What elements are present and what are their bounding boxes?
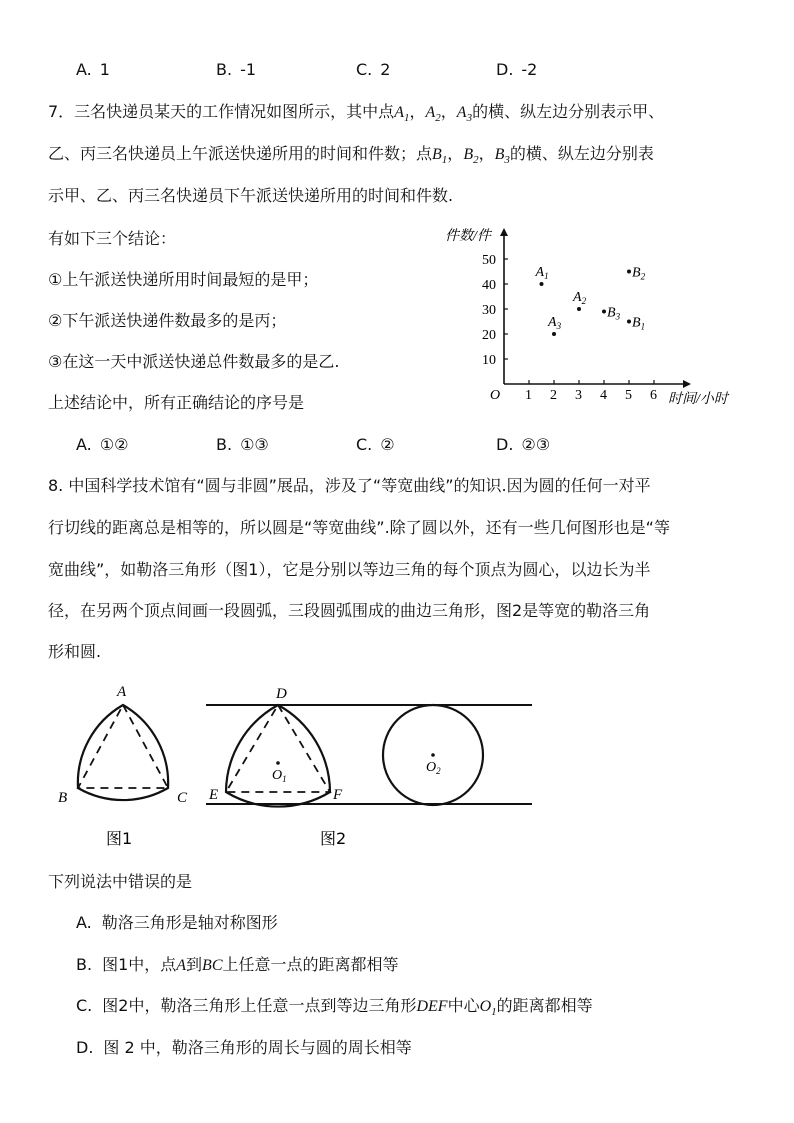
point-label: $B_1$ bbox=[632, 315, 646, 332]
figure-1-caption: 图1 bbox=[106, 829, 133, 848]
y-tick-label: 20 bbox=[482, 328, 496, 343]
q8-para-line4: 径，在另两个顶点间画一段圆弧，三段圆弧围成的曲边三角形，图2是等宽的勒洛三角 bbox=[48, 601, 651, 620]
q7-option-b: B. ①③ bbox=[216, 435, 269, 454]
q7-option-c: C. ② bbox=[356, 435, 395, 454]
reuleaux-triangle bbox=[78, 705, 168, 800]
center-o1-dot bbox=[276, 761, 280, 765]
x-tick-label: 6 bbox=[650, 388, 657, 403]
q8-option-a: A. 勒洛三角形是轴对称图形 bbox=[76, 913, 278, 932]
center-o2-dot bbox=[431, 753, 435, 757]
figure-2-caption: 图2 bbox=[320, 829, 347, 848]
q6-option-b: B. -1 bbox=[216, 60, 257, 79]
data-point bbox=[540, 282, 544, 286]
q8-option-d: D. 图 2 中，勒洛三角形的周长与圆的周长相等 bbox=[76, 1038, 412, 1057]
figure-2 bbox=[200, 680, 540, 850]
origin-label: O bbox=[490, 388, 501, 403]
label-o2: $O_2$ bbox=[426, 760, 441, 776]
chart-points bbox=[535, 265, 646, 336]
x-axis-arrow bbox=[683, 380, 691, 388]
y-axis-label: 件数/件 bbox=[445, 229, 491, 244]
q6-option-a: A. 1 bbox=[76, 60, 110, 79]
label-o1: $O_1$ bbox=[272, 768, 287, 784]
q7-conclusion-2: ②下午派送快递件数最多的是丙； bbox=[48, 311, 287, 330]
x-axis-label: 时间/小时 bbox=[668, 392, 728, 407]
chart-axes bbox=[500, 228, 691, 388]
x-tick-label: 4 bbox=[600, 388, 607, 403]
q8-para-line2: 行切线的距离总是相等的，所以圆是“等宽曲线”.除了圆以外，还有一些几何图形也是“等 bbox=[48, 518, 670, 537]
label-d: D bbox=[276, 686, 287, 702]
data-point bbox=[627, 270, 631, 274]
label-c: C bbox=[177, 790, 188, 806]
q7-option-a: A. ①② bbox=[76, 435, 129, 454]
point-label: $B_2$ bbox=[632, 265, 646, 282]
q8-para-line5: 形和圆. bbox=[48, 642, 102, 661]
q7-line2: 乙、丙三名快递员上午派送快递所用的时间和件数；点$B_1$，$B_2$，$B_3$的横、纵左边分别表 bbox=[48, 144, 654, 167]
data-point bbox=[577, 307, 581, 311]
q7-conclusion-3: ③在这一天中派送快递总件数最多的是乙. bbox=[48, 352, 340, 371]
q8-para-line3: 宽曲线”，如勒洛三角形（图1），它是分别以等边三角的每个顶点为圆心，以边长为半 bbox=[48, 560, 651, 579]
data-point bbox=[602, 310, 606, 314]
y-tick-label: 50 bbox=[482, 253, 496, 268]
figure-1 bbox=[48, 680, 208, 850]
x-tick-label: 3 bbox=[575, 388, 582, 403]
chart-ticks bbox=[482, 253, 657, 403]
q8-option-b: B. 图1中，点A到BC上任意一点的距离都相等 bbox=[76, 955, 399, 974]
q7-line3: 示甲、乙、丙三名快递员下午派送快递所用的时间和件数. bbox=[48, 186, 454, 205]
q7-intro: 有如下三个结论： bbox=[48, 229, 177, 248]
scatter-chart bbox=[435, 222, 775, 412]
x-tick-label: 5 bbox=[625, 388, 632, 403]
q6-option-c: C. 2 bbox=[356, 60, 391, 79]
y-axis-arrow bbox=[500, 228, 508, 236]
y-tick-label: 10 bbox=[482, 353, 496, 368]
q6-option-d: D. -2 bbox=[496, 60, 538, 79]
label-f: F bbox=[333, 787, 343, 803]
q8-para-line1: 8. 中国科学技术馆有“圆与非圆”展品，涉及了“等宽曲线”的知识.因为圆的任何一对平 bbox=[48, 476, 651, 495]
q7-option-d: D. ②③ bbox=[496, 435, 551, 454]
point-label: $B_3$ bbox=[607, 305, 621, 322]
equilateral-triangle-dashed bbox=[78, 705, 168, 788]
y-tick-label: 30 bbox=[482, 303, 496, 318]
x-tick-label: 1 bbox=[525, 388, 532, 403]
data-point bbox=[627, 320, 631, 324]
point-label: $A_3$ bbox=[548, 315, 562, 331]
q7-line1: 7．三名快递员某天的工作情况如图所示，其中点$A_1$，$A_2$，$A_3$的横、纵左边分别表示甲、 bbox=[48, 102, 665, 125]
label-a: A bbox=[117, 684, 127, 700]
data-point bbox=[552, 332, 556, 336]
y-tick-label: 40 bbox=[482, 278, 496, 293]
point-label: $A_2$ bbox=[573, 290, 587, 306]
q8-option-c: C. 图2中，勒洛三角形上任意一点到等边三角形DEF中心$O_1$的距离都相等 bbox=[76, 996, 593, 1019]
label-e: E bbox=[209, 787, 219, 803]
x-tick-label: 2 bbox=[550, 388, 557, 403]
q7-question: 上述结论中，所有正确结论的序号是 bbox=[48, 393, 305, 412]
point-label: $A_1$ bbox=[535, 265, 549, 281]
label-b: B bbox=[58, 790, 68, 806]
q7-conclusion-1: ①上午派送快递所用时间最短的是甲； bbox=[48, 270, 319, 289]
q8-question: 下列说法中错误的是 bbox=[48, 872, 193, 891]
